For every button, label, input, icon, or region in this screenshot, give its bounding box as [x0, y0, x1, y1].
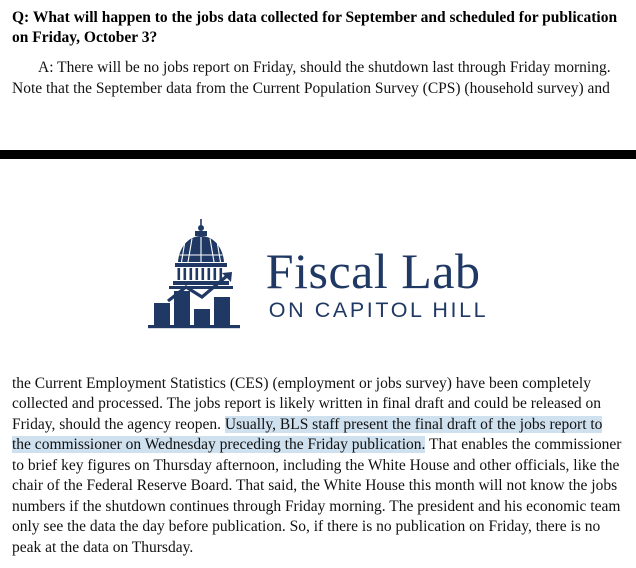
bottom-text-block: [0, 374, 636, 558]
continued-after-highlight: That enables the commissioner to brief key figures on Thursday afternoon, including the White House and other officials, like the chair of the Federal Reserve Board. That said, the White House this month will not know the jobs numbers if the shutdown continues through Friday morning. The president and his economic team only see the data the day before publication. So, if there is no publication on Friday, there is no peak at the data on Thursday.: [12, 436, 622, 556]
logo-banner: [0, 159, 636, 374]
highlighted-sentence: Usually, BLS staff present the final draft of the jobs report to the commissioner on Wednesday preceding the Friday publication.: [12, 415, 603, 454]
logo-wordmark: [265, 242, 489, 329]
logo-title: Fiscal Lab: [265, 242, 481, 299]
logo-subtitle: ON CAPITOL HILL: [268, 297, 489, 322]
top-text-block: [0, 0, 636, 99]
continued-paragraph: [12, 374, 624, 558]
capitol-dome-and-bar-chart-icon: [148, 217, 256, 329]
continued-before-highlight: the Current Employment Statistics (CES) (employment or jobs survey) have been completely collected and processed. The jobs report is likely written in final draft and could be released on Friday, should the agency reopen.: [12, 375, 601, 433]
answer-text: A: There will be no jobs report on Friday, should the shutdown last through Friday morning. Note that the September data from the Current Population Survey (CPS) (household survey) and: [12, 59, 611, 97]
answer-paragraph: [12, 58, 624, 99]
section-divider: [0, 150, 636, 159]
fiscal-lab-logo: [148, 217, 488, 329]
question-heading: Q: What will happen to the jobs data collected for September and scheduled for publication on Friday, October 3?: [12, 9, 618, 47]
